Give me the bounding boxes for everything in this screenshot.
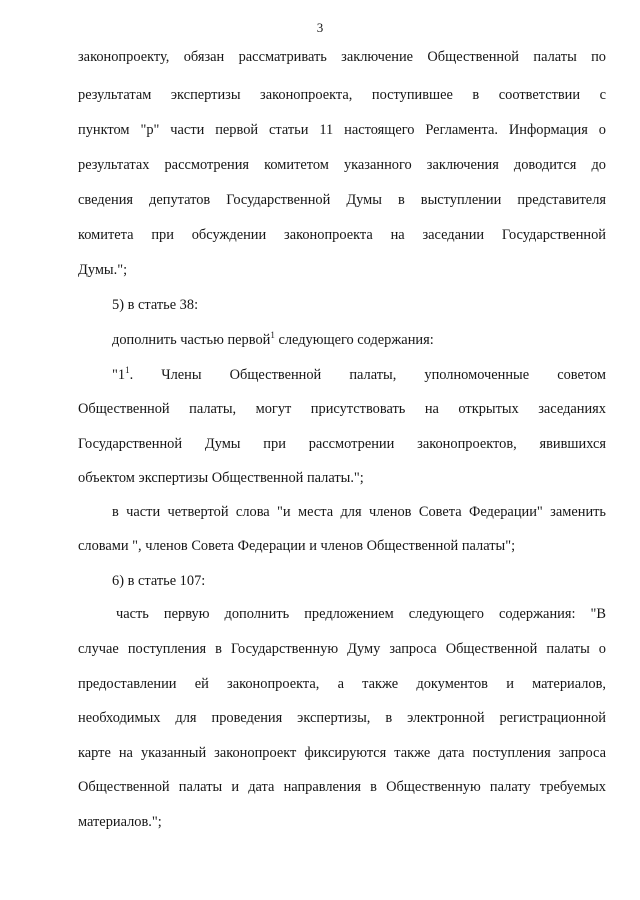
text-segment: в части четвертой слова "и места для членов Совета Федерации" заменить: [112, 504, 606, 520]
page-number: 3: [316, 20, 324, 35]
text-segment: необходимых для проведения экспертизы, в электронной регистрационной: [78, 710, 606, 726]
text-segment: Общественной палаты и дата направления в Общественную палату требуемых: [78, 779, 606, 795]
text-line: [112, 572, 606, 590]
text-segment: словами ", членов Совета Федерации и членов Общественной палаты";: [78, 538, 516, 554]
text-line: [78, 86, 606, 104]
text-line: [112, 366, 606, 384]
text-line: [78, 675, 606, 693]
text-segment: сведения депутатов Государственной Думы в выступлении представителя: [78, 192, 606, 208]
text-segment: предоставлении ей законопроекта, а также документов и материалов,: [78, 676, 606, 692]
text-segment: Общественной палаты, могут присутствовать на открытых заседаниях: [78, 401, 606, 417]
text-segment: часть первую дополнить предложением следующего содержания: "В: [116, 606, 606, 622]
text-line: [78, 226, 606, 244]
text-segment: законопроекту, обязан рассматривать заключение Общественной палаты по: [78, 49, 606, 65]
text-segment: пунктом "р" части первой статьи 11 настоящего Регламента. Информация о: [78, 122, 606, 138]
text-segment: дополнить частью первой: [112, 332, 271, 348]
text-line: [116, 605, 606, 623]
text-line: [78, 709, 606, 727]
text-line: [78, 813, 606, 831]
text-segment: комитета при обсуждении законопроекта на заседании Государственной: [78, 227, 606, 243]
text-segment: результатам экспертизы законопроекта, поступившее в соответствии с: [78, 87, 606, 103]
text-segment: случае поступления в Государственную Думу запроса Общественной палаты о: [78, 641, 606, 657]
superscript: 1: [125, 365, 130, 376]
text-segment: "1: [112, 367, 126, 383]
text-line: [78, 744, 606, 762]
text-line: [112, 331, 606, 349]
text-line: [78, 191, 606, 209]
text-line: [78, 156, 606, 174]
text-segment: Думы.";: [78, 262, 128, 278]
superscript: 1: [270, 330, 275, 341]
text-segment: материалов.";: [78, 814, 162, 830]
text-line: [78, 121, 606, 139]
text-line: [78, 469, 606, 487]
text-segment: карте на указанный законопроект фиксируются также дата поступления запроса: [78, 745, 606, 761]
text-segment: следующего содержания:: [274, 332, 434, 348]
text-segment: 5) в статье 38:: [112, 297, 199, 313]
text-line: [78, 537, 606, 555]
text-line: [78, 261, 606, 279]
text-segment: 6) в статье 107:: [112, 573, 206, 589]
text-line: [78, 400, 606, 418]
text-line: [112, 503, 606, 521]
text-line: [78, 778, 606, 796]
text-line: [78, 435, 606, 453]
text-segment: объектом экспертизы Общественной палаты.";: [78, 470, 364, 486]
text-line: [78, 640, 606, 658]
text-line: [112, 296, 606, 314]
text-segment: результатах рассмотрения комитетом указанного заключения доводится до: [78, 157, 606, 173]
text-segment: Государственной Думы при рассмотрении законопроектов, явившихся: [78, 436, 606, 452]
text-segment: . Члены Общественной палаты, уполномоченные советом: [129, 367, 606, 383]
text-line: [78, 48, 606, 66]
